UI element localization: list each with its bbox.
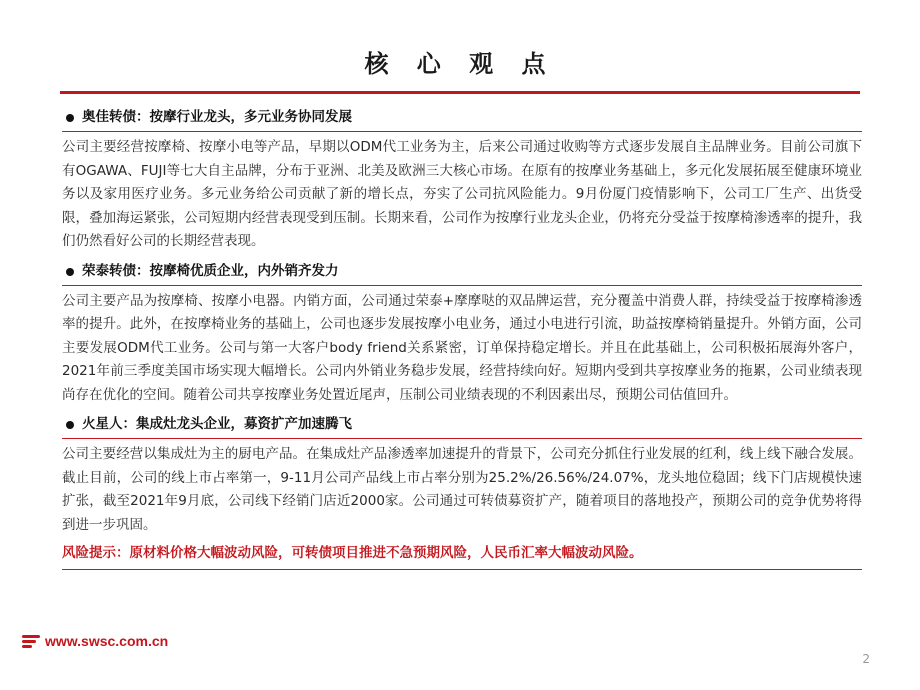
section-heading-text: 奥佳转债：按摩行业龙头，多元业务协同发展 bbox=[82, 109, 352, 125]
section-body: 公司主要经营以集成灶为主的厨电产品。在集成灶产品渗透率加速提升的背景下，公司充分抓住行业发展的红利，线上线下融合发展。截止目前，公司的线上市占率第一，9-11月公司产品线上市占率分别为25.2%/26.56%/24.07%，龙头地位稳固；线下门店规模快速扩张，截至2021年9月底，公司线下经销门店近2000家。公司通过可转债募资扩产，随着项目的落地投产，预期公司的竞争优势将得到进一步巩固。 bbox=[62, 446, 862, 533]
section-body: 公司主要经营按摩椅、按摩小电等产品，早期以ODM代工业务为主，后来公司通过收购等方式逐步发展自主品牌业务。目前公司旗下有OGAWA、FUJI等七大自主品牌，分布于亚洲、北美及欧洲三大核心市场。在原有的按摩业务基础上，多元化发展拓展至健康环境业务以及家用医疗业务。多元业务给公司贡献了新的增长点，夯实了公司抗风险能力。9月份厦门疫情影响下，公司工厂生产、出货受限，叠加海运紧张，公司短期内经营表现受到压制。长期来看，公司作为按摩行业龙头企业，仍将充分受益于按摩椅渗透率的提升，我们仍然看好公司的长期经营表现。 bbox=[62, 139, 862, 249]
section-heading-text: 火星人：集成灶龙头企业，募资扩产加速腾飞 bbox=[82, 416, 352, 432]
section-aojia bbox=[62, 104, 862, 254]
section-heading bbox=[62, 258, 862, 285]
section-heading-text: 荣泰转债：按摩椅优质企业，内外销齐发力 bbox=[82, 262, 339, 279]
bullet-icon bbox=[66, 421, 74, 429]
risk-divider bbox=[62, 569, 862, 570]
page-title: 核 心 观 点 bbox=[364, 50, 556, 78]
section-divider bbox=[62, 285, 862, 286]
section-divider bbox=[62, 131, 862, 132]
bullet-icon bbox=[66, 114, 74, 122]
footer-url[interactable]: www.swsc.com.cn bbox=[45, 633, 169, 649]
page-number: 2 bbox=[862, 652, 870, 666]
title-divider bbox=[60, 91, 860, 94]
section-huoxingren bbox=[62, 411, 862, 537]
section-heading bbox=[62, 411, 862, 438]
content-area bbox=[62, 104, 862, 570]
swsc-logo-icon bbox=[22, 635, 40, 648]
bullet-icon bbox=[66, 268, 74, 276]
section-body: 公司主要产品为按摩椅、按摩小电器。内销方面，公司通过荣泰+摩摩哒的双品牌运营，充分覆盖中消费人群，持续受益于按摩椅渗透率的提升。此外，在按摩椅业务的基础上，公司也逐步发展按摩小电业务，通过小电进行引流，助益按摩椅销量提升。外销方面，公司主要发展ODM代工业务。公司与第一大客户body friend关系紧密，订单保持稳定增长。并且在此基础上，公司积极拓展海外客户，2021年前三季度美国市场实现大幅增长。公司内外销业务稳步发展，经营持续向好。短期内受到共享按摩业务的拖累，公司业绩表现尚存在优化的空间。随着公司共享按摩业务处置近尾声，压制公司业绩表现的不利因素出尽，预期公司估值回升。 bbox=[62, 292, 862, 403]
section-heading bbox=[62, 104, 862, 131]
section-rongtai bbox=[62, 258, 862, 408]
footer-logo bbox=[22, 633, 168, 649]
risk-warning: 风险提示：原材料价格大幅波动风险，可转债项目推进不急预期风险，人民币汇率大幅波动风险。 bbox=[62, 545, 643, 561]
section-divider bbox=[62, 438, 862, 439]
